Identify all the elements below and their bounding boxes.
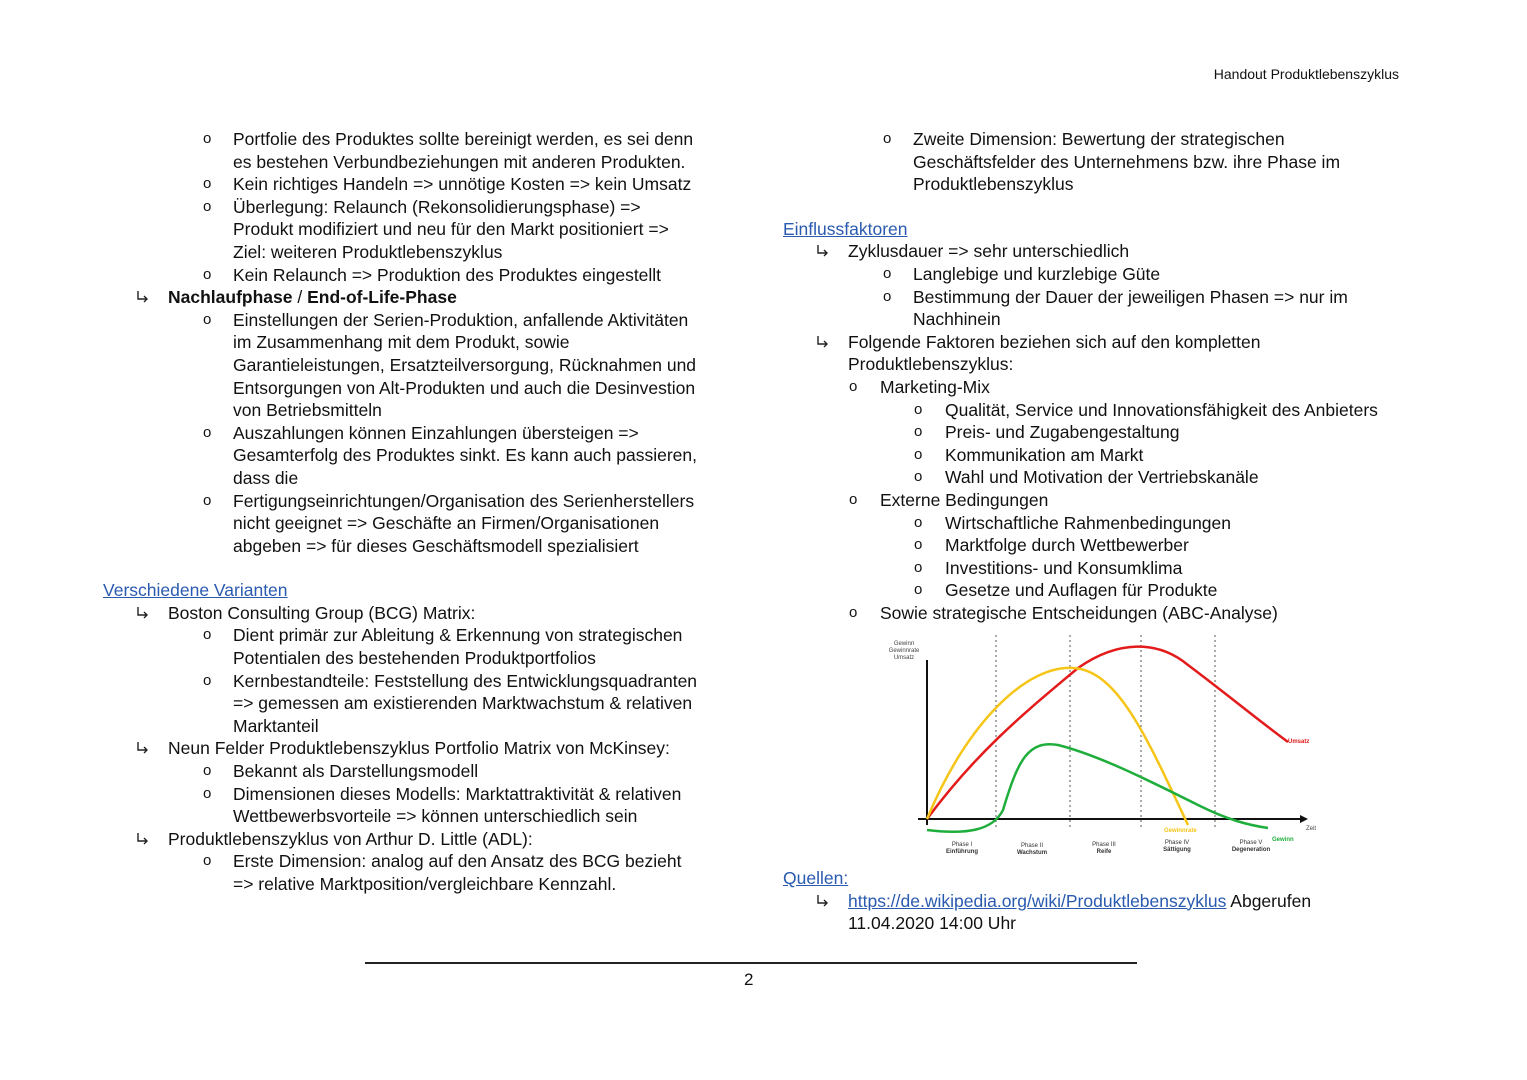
list-item: o Sowie strategische Entscheidungen (ABC-Analyse) — [849, 602, 1278, 623]
circle-bullet-icon: o — [203, 491, 212, 509]
circle-bullet-icon: o — [203, 197, 212, 215]
circle-bullet-icon: o — [203, 423, 212, 441]
list-item: o Investitions- und Konsumklima — [914, 557, 1183, 578]
circle-bullet-icon: o — [849, 377, 858, 395]
circle-bullet-icon: o — [203, 265, 212, 283]
circle-bullet-icon: o — [914, 536, 923, 554]
arrow-bullet-icon — [135, 288, 153, 306]
circle-bullet-icon: o — [914, 513, 923, 531]
left-column — [103, 128, 733, 896]
circle-bullet-icon: o — [914, 581, 923, 599]
list-item: o Auszahlungen können Einzahlungen übersteigen => Gesamterfolg des Produktes sinkt. Es kann auch passieren, dass die — [203, 422, 697, 488]
arrow-bullet-icon — [135, 830, 153, 848]
phase-name: Phase II — [1020, 843, 1044, 849]
section-title-einflussfaktoren: Einflussfaktoren — [783, 218, 908, 239]
phase-label: Reife — [1096, 849, 1112, 855]
subheading-zyklusdauer: Zyklusdauer => sehr unterschiedlich — [783, 240, 1423, 263]
phase-name: Phase I — [951, 842, 973, 848]
chart-xlabel: Zeit — [1306, 826, 1317, 832]
list-item: o Preis- und Zugabengestaltung — [914, 422, 1180, 443]
circle-bullet-icon: o — [203, 852, 212, 870]
list-item: o Fertigungseinrichtungen/Organisation des Serienherstellers nicht geeignet => Geschäfte an Firmen/Organisationen abgeben => für dieses Geschäftsmodell spezialisiert — [203, 490, 695, 556]
header-title: Handout Produktlebenszyklus — [1213, 66, 1399, 82]
phase-name: Phase IV — [1164, 840, 1190, 846]
arrow-bullet-icon — [135, 739, 153, 757]
source-entry: https://de.wikipedia.org/wiki/Produktlebenszyklus Abgerufen 11.04.2020 14:00 Uhr — [783, 890, 1423, 935]
circle-bullet-icon: o — [203, 175, 212, 193]
section-title-varianten: Verschiedene Varianten — [103, 580, 288, 601]
list-item: o Einstellungen der Serien-Produktion, anfallende Aktivitäten im Zusammenhang mit dem Produkt, sowie Garantieleistungen, Ersatzteilversorgung, Rücknahmen und Entsorgungen von Alt-Produkten und auch die Desinvestion von Betriebsmitteln — [203, 309, 697, 421]
circle-bullet-icon: o — [203, 784, 212, 802]
list-item: o Kein Relaunch => Produktion des Produktes eingestellt — [203, 264, 662, 285]
chart-ylabel: Gewinnrate — [888, 648, 920, 654]
circle-bullet-icon: o — [914, 468, 923, 486]
arrow-bullet-icon — [135, 604, 153, 622]
product-lifecycle-chart — [868, 630, 1328, 860]
x-axis-arrow-icon — [1300, 815, 1308, 823]
list-item: o Portfolie des Produktes sollte bereinigt werden, es sei denn es bestehen Verbundbeziehungen mit anderen Produkten. — [203, 129, 694, 172]
circle-bullet-icon: o — [203, 310, 212, 328]
list-item: o Gesetze und Auflagen für Produkte — [914, 580, 1218, 601]
section-title-quellen: Quellen: — [783, 868, 849, 888]
circle-bullet-icon: o — [849, 490, 858, 508]
arrow-bullet-icon — [815, 892, 833, 910]
list-item: o Wirtschaftliche Rahmenbedingungen — [914, 512, 1231, 533]
list-item: o Langlebige und kurzlebige Güte — [883, 263, 1161, 284]
arrow-bullet-icon — [815, 333, 833, 351]
circle-bullet-icon: o — [203, 626, 212, 644]
circle-bullet-icon: o — [914, 400, 923, 418]
list-item: o Kein richtiges Handeln => unnötige Kosten => kein Umsatz — [203, 174, 692, 195]
page-number: 2 — [744, 970, 754, 989]
list-item: o Überlegung: Relaunch (Rekonsolidierungsphase) => Produkt modifiziert und neu für den Markt positioniert => Ziel: weiteren Produktlebenszyklus — [203, 196, 669, 262]
subheading-folgende-faktoren: Folgende Faktoren beziehen sich auf den kompletten Produktlebenszyklus: — [783, 331, 1423, 376]
series-label-umsatz: Umsatz — [1288, 739, 1310, 745]
list-item: o Erste Dimension: analog auf den Ansatz des BCG bezieht => relative Marktposition/vergleichbare Kennzahl. — [203, 851, 682, 894]
list-item: o Dimensionen dieses Modells: Marktattraktivität & relativen Wettbewerbsvorteile => können unterschiedlich sein — [203, 783, 682, 827]
phase-name: Phase V — [1239, 840, 1263, 846]
subheading-adl: Produktlebenszyklus von Arthur D. Little (ADL): — [103, 828, 733, 851]
list-item: o Marktfolge durch Wettbewerber — [914, 535, 1189, 556]
circle-bullet-icon: o — [883, 130, 892, 147]
phase-label: Einführung — [946, 849, 978, 855]
phase-label: Degeneration — [1231, 847, 1271, 853]
phase-label: Wachstum — [1016, 850, 1048, 856]
series-line-umsatz — [927, 647, 1288, 819]
subheading-bcg: Boston Consulting Group (BCG) Matrix: — [103, 602, 733, 625]
sources-section — [783, 867, 1423, 935]
circle-bullet-icon: o — [914, 423, 923, 441]
list-item: o Kommunikation am Markt — [914, 444, 1144, 465]
circle-bullet-icon: o — [203, 671, 212, 689]
phase-label: Sättigung — [1163, 847, 1191, 853]
arrow-bullet-icon — [815, 242, 833, 260]
series-label-gewinnrate: Gewinnrate — [1164, 828, 1197, 834]
list-item: o Bekannt als Darstellungsmodell — [203, 761, 479, 782]
list-item: o Dient primär zur Ableitung & Erkennung von strategischen Potentialen des bestehenden Produktportfolios — [203, 625, 683, 669]
circle-bullet-icon: o — [883, 264, 892, 282]
series-label-gewinn: Gewinn — [1272, 837, 1294, 843]
footer-divider — [365, 962, 1137, 964]
section-heading-nachlauf: Nachlaufphase / End-of-Life-Phase — [103, 286, 733, 309]
circle-bullet-icon: o — [203, 130, 212, 147]
circle-bullet-icon: o — [883, 287, 892, 305]
list-item: o Kernbestandteile: Feststellung des Entwicklungsquadranten => gemessen am existierenden Marktwachstum & relativen Marktanteil — [203, 670, 698, 736]
circle-bullet-icon: o — [914, 558, 923, 576]
list-item: o Qualität, Service und Innovationsfähigkeit des Anbieters — [914, 399, 1378, 420]
circle-bullet-icon: o — [203, 762, 212, 780]
chart-ylabel: Umsatz — [893, 655, 915, 661]
list-item: o Marketing-Mix — [849, 376, 990, 397]
list-item: o Zweite Dimension: Bewertung der strategischen Geschäftsfelder des Unternehmens bzw. ihre Phase im Produktlebenszyklus — [883, 129, 1341, 195]
list-item: o Wahl und Motivation der Vertriebskanäle — [914, 467, 1259, 488]
circle-bullet-icon: o — [914, 445, 923, 463]
chart-ylabel: Gewinn — [893, 641, 915, 647]
source-link[interactable]: https://de.wikipedia.org/wiki/Produktlebenszyklus — [848, 890, 1227, 911]
series-line-gewinnrate — [927, 668, 1188, 825]
list-item: o Externe Bedingungen — [849, 489, 1049, 510]
phase-name: Phase III — [1092, 842, 1116, 848]
list-item: o Bestimmung der Dauer der jeweiligen Phasen => nur im Nachhinein — [883, 286, 1348, 330]
right-column — [783, 128, 1423, 624]
subheading-mckinsey: Neun Felder Produktlebenszyklus Portfolio Matrix von McKinsey: — [103, 737, 733, 760]
circle-bullet-icon: o — [849, 603, 858, 621]
